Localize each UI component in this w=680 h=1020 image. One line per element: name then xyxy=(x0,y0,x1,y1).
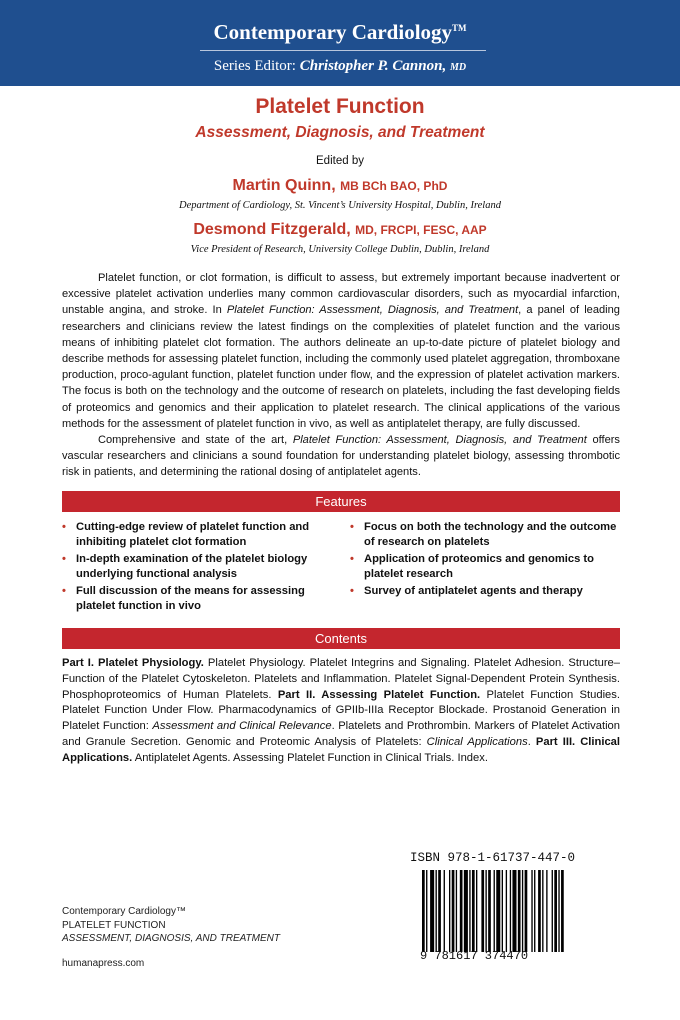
barcode-bar xyxy=(558,870,559,952)
feature-item: • Full discussion of the means for assessing platelet function in vivo xyxy=(62,585,305,612)
description-paragraph-2: Comprehensive and state of the art, Platelet Function: Assessment, Diagnosis, and Treatment offers vascular researchers and clinicians a sound foundation for understanding platelet biology, assessing thrombotic risk in patients, and determining the rational dosing of antiplatelet agents. xyxy=(62,434,620,479)
barcode-bar xyxy=(506,870,507,952)
footer-imprint xyxy=(62,905,280,946)
barcode-bar xyxy=(525,870,528,952)
feature-item: • Survey of antiplatelet agents and therapy xyxy=(350,585,583,597)
bullet-icon: • xyxy=(62,585,66,597)
barcode-bar xyxy=(496,870,500,952)
book-subtitle: Assessment, Diagnosis, and Treatment xyxy=(195,124,485,141)
barcode-bar xyxy=(422,870,425,952)
barcode-bar xyxy=(426,870,427,952)
features-column-left xyxy=(62,520,332,616)
editor-name-1: Martin Quinn, MB BCh BAO, PhD xyxy=(232,177,448,194)
barcode-bar xyxy=(546,870,547,952)
series-title: Contemporary Cardiology™ xyxy=(213,20,467,44)
barcode-bar xyxy=(476,870,477,952)
barcode-bar xyxy=(538,870,541,952)
barcode-bar xyxy=(561,870,564,952)
editor-affiliation-1: Department of Cardiology, St. Vincent’s University Hospital, Dublin, Ireland xyxy=(179,200,501,211)
barcode-number: 9 781617 374470 xyxy=(420,949,529,963)
barcode-bar xyxy=(472,870,475,952)
footer-title: PLATELET FUNCTION xyxy=(62,919,166,931)
series-editor: Series Editor: Christopher P. Cannon, MD xyxy=(213,58,467,74)
barcode-bar xyxy=(531,870,532,952)
barcode-bar xyxy=(481,870,484,952)
barcode-bar xyxy=(552,870,553,952)
footer-subtitle: ASSESSMENT, DIAGNOSIS, AND TREATMENT xyxy=(62,933,280,944)
book-description xyxy=(62,270,620,481)
bullet-icon: • xyxy=(350,553,354,565)
publisher-url: humanapress.com xyxy=(62,958,145,969)
barcode-image xyxy=(420,870,610,952)
barcode-bar xyxy=(449,870,450,952)
barcode-bar xyxy=(534,870,535,952)
barcode-bar xyxy=(452,870,455,952)
table-of-contents: Part I. Platelet Physiology. Platelet Physiology. Platelet Integrins and Signaling. Platelet Adhesion. Structure–Function of the Platelet Cytoskeleton. Platelets and Inflammation. Platelet Signal-Dependent Protein Synthesis. Phosphoproteomics of Human Platelets. Part II. Assessing Platelet Function. Platelet Function Studies. Platelet Function Under Flow. Pharmacodynamics of GPIIb-IIIa Receptor Blockade. Prostanoid Generation in Platelet Function: Assessment and Clinical Relevance. Platelets and Prothrombin. Markers of Platelet Activation and Granule Secretion. Genomic and Proteomic Analysis of Platelets: Clinical Applications. Part III. Clinical Applications. Antiplatelet Agents. Assessing Platelet Function in Clinical Trials. Index. xyxy=(62,657,621,764)
barcode-bar xyxy=(512,870,516,952)
barcode-bar xyxy=(494,870,495,952)
bullet-icon: • xyxy=(62,521,66,533)
barcode-bar xyxy=(436,870,437,952)
feature-item: • Cutting-edge review of platelet function and inhibiting platelet clot formation xyxy=(62,521,310,548)
feature-item: • Application of proteomics and genomics to platelet research xyxy=(350,553,594,580)
barcode-bar xyxy=(542,870,543,952)
bullet-icon: • xyxy=(62,553,66,565)
editor-name-2: Desmond Fitzgerald, MD, FRCPI, FESC, AAP xyxy=(193,221,487,238)
barcode-bar xyxy=(460,870,463,952)
editor-affiliation-2: Vice President of Research, University College Dublin, Dublin, Ireland xyxy=(190,244,490,255)
bullet-icon: • xyxy=(350,521,354,533)
features-heading: Features xyxy=(62,491,620,512)
contents-heading: Contents xyxy=(62,628,620,649)
features-column-right xyxy=(350,520,620,601)
edited-by: Edited by xyxy=(316,155,364,167)
barcode-bar xyxy=(464,870,468,952)
isbn-label: ISBN 978-1-61737-447-0 xyxy=(410,851,576,865)
series-header xyxy=(0,0,680,86)
barcode-bar xyxy=(444,870,445,952)
barcode-bar xyxy=(485,870,486,952)
barcode-bar xyxy=(430,870,434,952)
barcode-bar xyxy=(554,870,557,952)
barcode-bar xyxy=(522,870,523,952)
barcode-bar xyxy=(488,870,491,952)
barcode-bar xyxy=(502,870,503,952)
feature-item: • Focus on both the technology and the outcome of research on platelets xyxy=(350,521,617,548)
barcode-bar xyxy=(510,870,511,952)
barcode-bar xyxy=(456,870,457,952)
bullet-icon: • xyxy=(350,585,354,597)
barcode-bar xyxy=(469,870,470,952)
barcode-bar xyxy=(518,870,521,952)
book-title: Platelet Function xyxy=(255,95,425,118)
header-divider xyxy=(200,50,486,51)
description-paragraph-1: Platelet function, or clot formation, is difficult to assess, but extremely important because inadvertent or excessive platelet activation underlies many common cardiovascular disorders, such as myocardial infarction, unstable angina, and stroke. In Platelet Function: Assessment, Diagnosis, and Treatment, a panel of leading researchers and clinicians review the latest findings on the complexities of platelet function and the various means of inhibiting platelet clot formation. The authors delineate an up-to-date picture of platelet biology and describe methods for assessing platelet function, including the commonly used platelet aggregation, thromboxane production, proco-agulant function, platelet function under flow, and the expression of platelet activation markers. The focus is both on the technology and the outcome of research on platelets, including the fast developing fields of proteomics and genomics and their application to platelet research. The clinical applications of the various methods for the assessment of platelet function in vivo, as well as antiplatelet therapy, are fully discussed. xyxy=(62,272,620,430)
feature-item: • In-depth examination of the platelet biology underlying functional analysis xyxy=(62,553,308,580)
barcode-bar xyxy=(438,870,441,952)
footer-series: Contemporary Cardiology™ xyxy=(62,906,186,917)
